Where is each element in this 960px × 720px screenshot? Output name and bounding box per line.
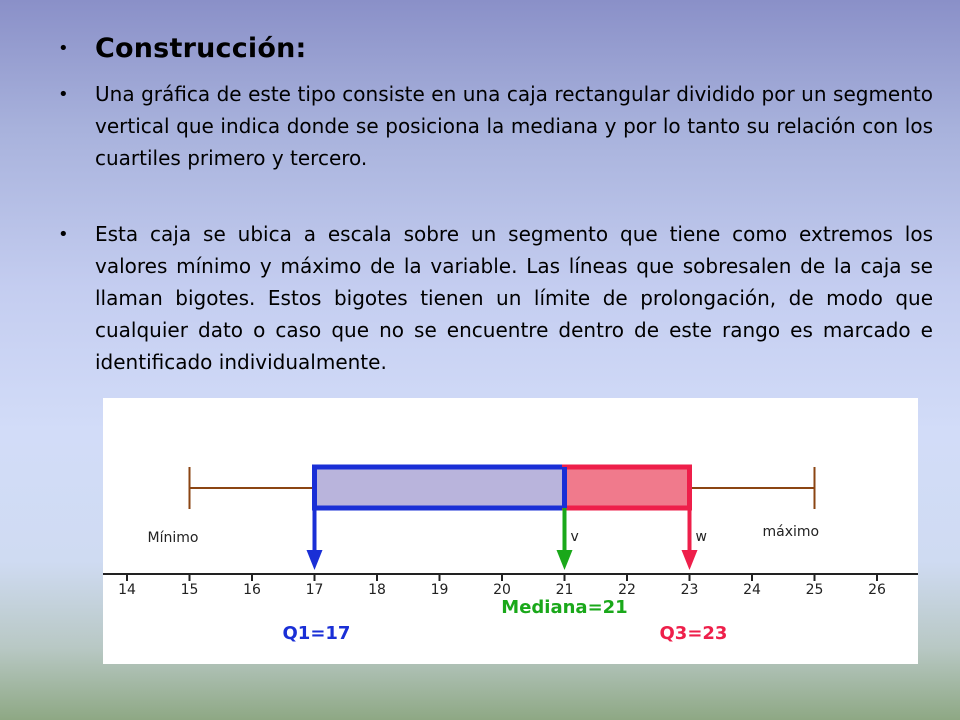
axis-tick-label: 16 — [243, 582, 261, 598]
bullet-marker: • — [58, 224, 69, 245]
boxplot-figure — [103, 398, 918, 664]
axis-tick-label: 23 — [680, 582, 699, 598]
paragraph-construction: Una gráfica de este tipo consiste en una caja rectangular dividido por un segmento vertical que indica donde se posiciona la mediana y por lo tanto su relación con los cuartiles primero y tercero. — [95, 82, 933, 170]
axis-tick-label: 26 — [868, 582, 886, 598]
axis-tick-label: 25 — [805, 582, 824, 598]
maximum-label: máximo — [762, 524, 820, 540]
axis-tick-label: 17 — [305, 582, 324, 598]
axis-tick-label: 14 — [118, 582, 136, 598]
box-median-q3 — [565, 467, 690, 508]
boxplot-diagram — [103, 398, 918, 664]
axis-ticks — [118, 574, 886, 598]
paragraph-scale: Esta caja se ubica a escala sobre un segmento que tiene como extremos los valores mínimo y máximo de la variable. Las líneas que sobresalen de la caja se llaman bigotes. Estos bigotes tienen un límite de prolongación, de modo que cualquier dato o caso que no se encuentre dentro de este rango es marcado e identificado individualmente. — [95, 222, 933, 374]
axis-tick-label: 20 — [493, 582, 511, 598]
median-label: Mediana=21 — [501, 597, 628, 618]
axis-tick-label: 19 — [430, 582, 449, 598]
bullet-marker: • — [58, 84, 69, 105]
box-q1-median — [315, 467, 565, 508]
bullet-marker: • — [58, 38, 69, 59]
axis-tick-label: 21 — [555, 582, 574, 598]
q3-label: Q3=23 — [659, 623, 728, 644]
axis-tick-label: 24 — [743, 582, 761, 598]
slide-heading: Construcción: — [95, 33, 307, 64]
axis-tick-label: 15 — [180, 582, 199, 598]
q1-label: Q1=17 — [282, 623, 351, 644]
q3-arrow-head — [682, 550, 698, 570]
minimum-label: Mínimo — [147, 530, 199, 546]
axis-tick-label: 18 — [368, 582, 386, 598]
median-arrow-head — [557, 550, 573, 570]
axis-tick-label: 22 — [618, 582, 636, 598]
q1-arrow-head — [307, 550, 323, 570]
v-label: v — [570, 529, 579, 545]
w-label: w — [695, 529, 707, 545]
